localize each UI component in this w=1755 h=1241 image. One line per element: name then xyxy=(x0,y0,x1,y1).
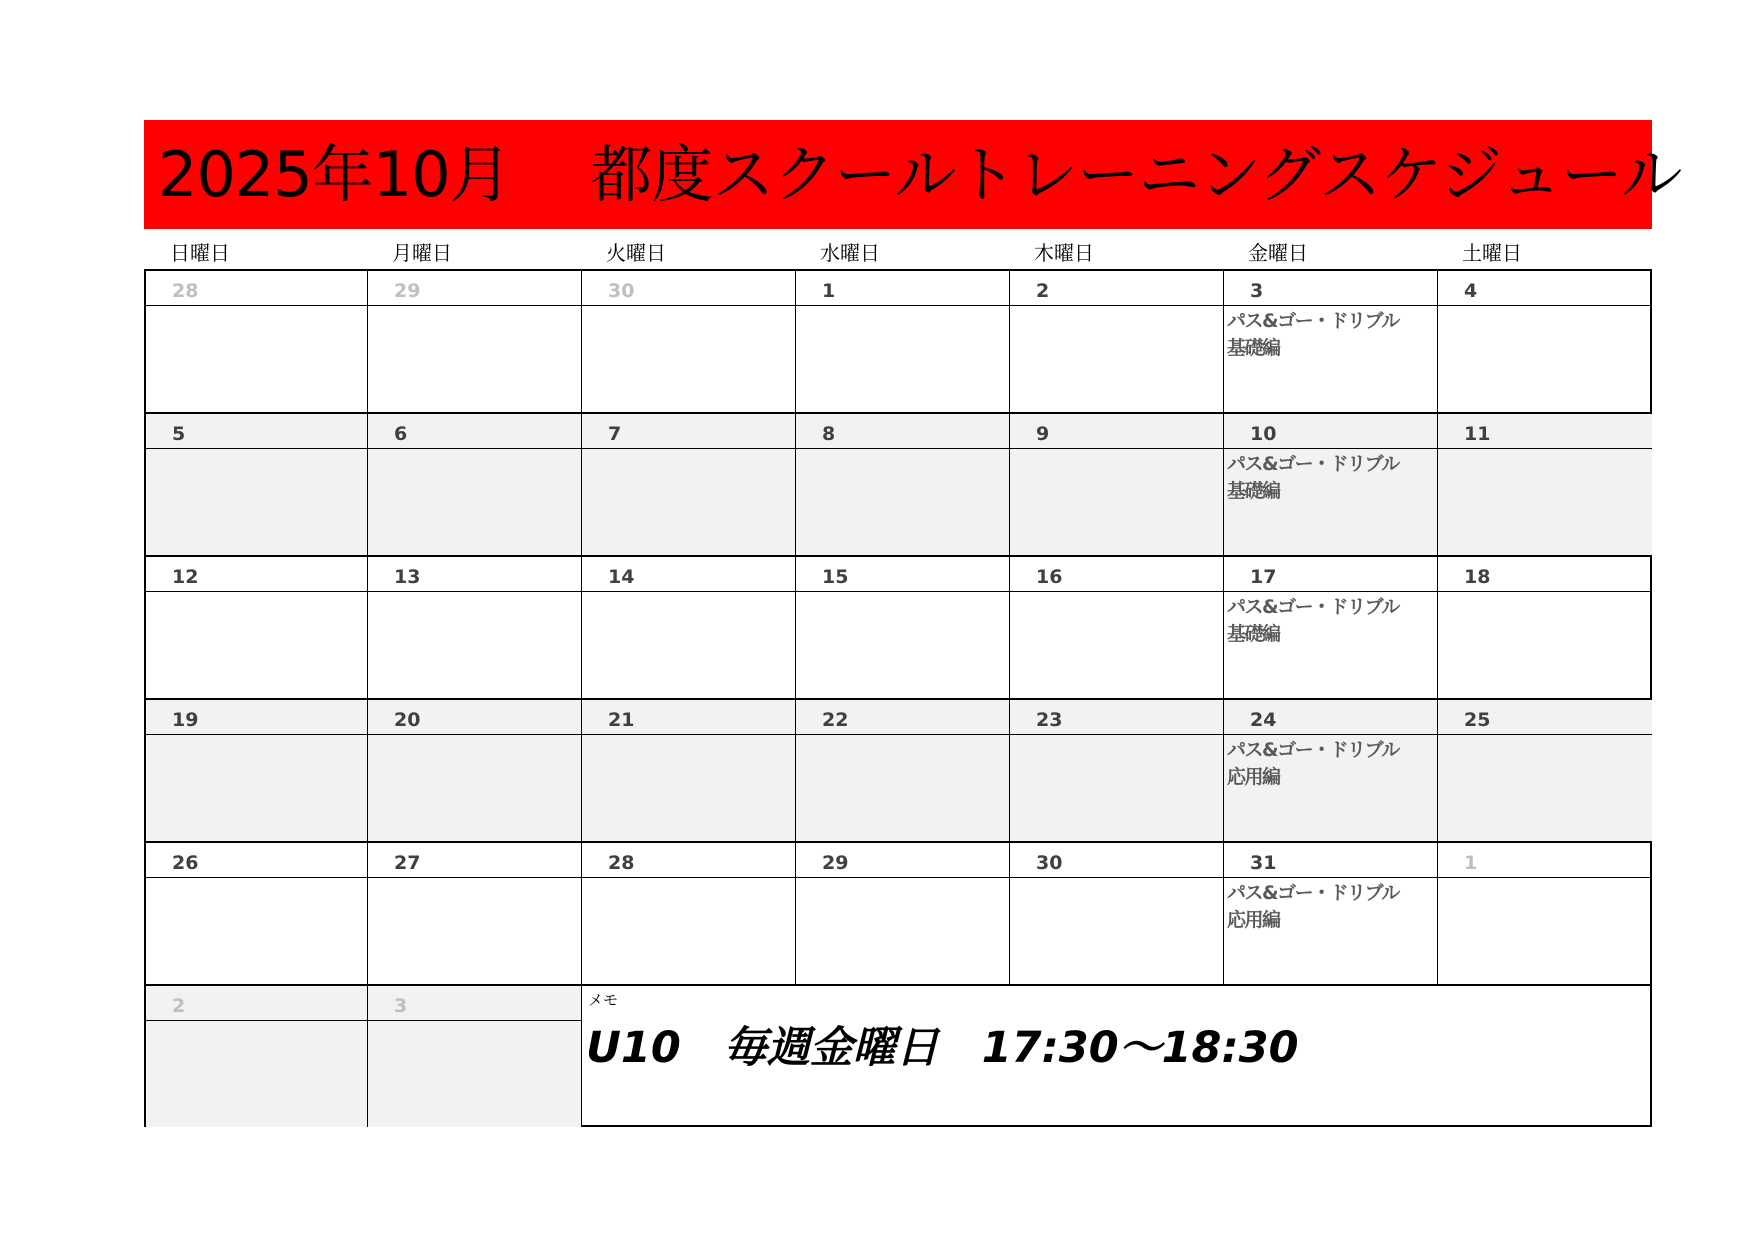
calendar-day-cell[interactable] xyxy=(796,557,1010,700)
event-line: パス&ゴー・ドリブル xyxy=(1227,739,1399,761)
calendar-day-cell[interactable] xyxy=(796,700,1010,843)
calendar-day-cell[interactable] xyxy=(1438,843,1652,986)
day-number: 29 xyxy=(796,843,1009,878)
day-number: 13 xyxy=(368,557,581,592)
weekday-label: 金曜日 xyxy=(1248,241,1308,265)
calendar-day-cell[interactable] xyxy=(146,843,368,986)
calendar-day-cell[interactable] xyxy=(796,271,1010,414)
memo-area[interactable] xyxy=(582,986,1652,1127)
calendar-day-cell[interactable] xyxy=(1224,557,1438,700)
day-number: 8 xyxy=(796,414,1009,449)
day-number: 4 xyxy=(1438,271,1652,306)
day-number: 30 xyxy=(582,271,795,306)
day-number: 2 xyxy=(146,986,367,1021)
calendar-day-cell[interactable] xyxy=(146,271,368,414)
calendar-day-cell[interactable] xyxy=(1438,557,1652,700)
day-number: 1 xyxy=(796,271,1009,306)
calendar-day-cell[interactable] xyxy=(1224,271,1438,414)
calendar-day-cell[interactable] xyxy=(1010,700,1224,843)
calendar-day-cell[interactable] xyxy=(582,700,796,843)
event-text xyxy=(1227,737,1399,791)
event-line: 応用編 xyxy=(1227,766,1280,788)
calendar-day-cell[interactable] xyxy=(1010,414,1224,557)
weekday-label: 土曜日 xyxy=(1462,241,1522,265)
day-number: 28 xyxy=(146,271,367,306)
day-number: 22 xyxy=(796,700,1009,735)
day-number: 24 xyxy=(1224,700,1437,735)
event-line: 応用編 xyxy=(1227,909,1280,931)
day-number: 16 xyxy=(1010,557,1223,592)
day-number: 11 xyxy=(1438,414,1652,449)
calendar-day-cell[interactable] xyxy=(1224,843,1438,986)
day-number: 2 xyxy=(1010,271,1223,306)
day-number: 17 xyxy=(1224,557,1437,592)
calendar-day-cell[interactable] xyxy=(368,414,582,557)
day-number: 12 xyxy=(146,557,367,592)
event-line: 基礎編 xyxy=(1227,337,1280,359)
day-number: 18 xyxy=(1438,557,1652,592)
calendar-grid xyxy=(144,269,1652,1127)
event-text xyxy=(1227,308,1399,362)
calendar-day-cell[interactable] xyxy=(796,843,1010,986)
calendar-day-cell[interactable] xyxy=(1438,700,1652,843)
weekday-label: 木曜日 xyxy=(1034,241,1094,265)
day-number: 7 xyxy=(582,414,795,449)
day-number: 25 xyxy=(1438,700,1652,735)
event-line: 基礎編 xyxy=(1227,480,1280,502)
event-text xyxy=(1227,451,1399,505)
event-line: パス&ゴー・ドリブル xyxy=(1227,453,1399,475)
weekday-label: 火曜日 xyxy=(606,241,666,265)
memo-label: メモ xyxy=(588,991,619,1009)
calendar-day-cell[interactable] xyxy=(146,986,368,1127)
calendar-day-cell[interactable] xyxy=(1010,271,1224,414)
page-title: 2025年10月 都度スクールトレーニングスケジュール xyxy=(158,138,1682,211)
calendar-day-cell[interactable] xyxy=(582,271,796,414)
day-number: 26 xyxy=(146,843,367,878)
calendar-day-cell[interactable] xyxy=(368,271,582,414)
title-banner xyxy=(144,120,1682,229)
calendar-day-cell[interactable] xyxy=(1438,271,1652,414)
weekday-header-row xyxy=(144,229,1652,269)
calendar-day-cell[interactable] xyxy=(1224,700,1438,843)
calendar-day-cell[interactable] xyxy=(146,414,368,557)
calendar-day-cell[interactable] xyxy=(1010,557,1224,700)
day-number: 27 xyxy=(368,843,581,878)
event-line: パス&ゴー・ドリブル xyxy=(1227,310,1399,332)
memo-text: U10 毎週金曜日 17:30～18:30 xyxy=(586,1023,1299,1073)
day-number: 1 xyxy=(1438,843,1652,878)
day-number: 31 xyxy=(1224,843,1437,878)
day-number: 9 xyxy=(1010,414,1223,449)
calendar-day-cell[interactable] xyxy=(582,843,796,986)
calendar-day-cell[interactable] xyxy=(1438,414,1652,557)
calendar-day-cell[interactable] xyxy=(796,414,1010,557)
calendar-day-cell[interactable] xyxy=(368,557,582,700)
day-number: 21 xyxy=(582,700,795,735)
day-number: 6 xyxy=(368,414,581,449)
weekday-label: 水曜日 xyxy=(820,241,880,265)
calendar-day-cell[interactable] xyxy=(368,843,582,986)
calendar-day-cell[interactable] xyxy=(146,557,368,700)
event-text xyxy=(1227,880,1399,934)
calendar-day-cell[interactable] xyxy=(368,986,582,1127)
day-number: 10 xyxy=(1224,414,1437,449)
event-text xyxy=(1227,594,1399,648)
day-number: 19 xyxy=(146,700,367,735)
day-number: 29 xyxy=(368,271,581,306)
calendar-day-cell[interactable] xyxy=(146,700,368,843)
event-line: パス&ゴー・ドリブル xyxy=(1227,882,1399,904)
day-number: 30 xyxy=(1010,843,1223,878)
weekday-label: 月曜日 xyxy=(392,241,452,265)
day-number: 28 xyxy=(582,843,795,878)
calendar-day-cell[interactable] xyxy=(582,414,796,557)
day-number: 3 xyxy=(1224,271,1437,306)
calendar-day-cell[interactable] xyxy=(1010,843,1224,986)
calendar-day-cell[interactable] xyxy=(582,557,796,700)
calendar-day-cell[interactable] xyxy=(368,700,582,843)
day-number: 5 xyxy=(146,414,367,449)
day-number: 23 xyxy=(1010,700,1223,735)
event-line: パス&ゴー・ドリブル xyxy=(1227,596,1399,618)
day-number: 14 xyxy=(582,557,795,592)
day-number: 20 xyxy=(368,700,581,735)
day-number: 15 xyxy=(796,557,1009,592)
calendar-day-cell[interactable] xyxy=(1224,414,1438,557)
day-number: 3 xyxy=(368,986,581,1021)
event-line: 基礎編 xyxy=(1227,623,1280,645)
weekday-label: 日曜日 xyxy=(170,241,230,265)
